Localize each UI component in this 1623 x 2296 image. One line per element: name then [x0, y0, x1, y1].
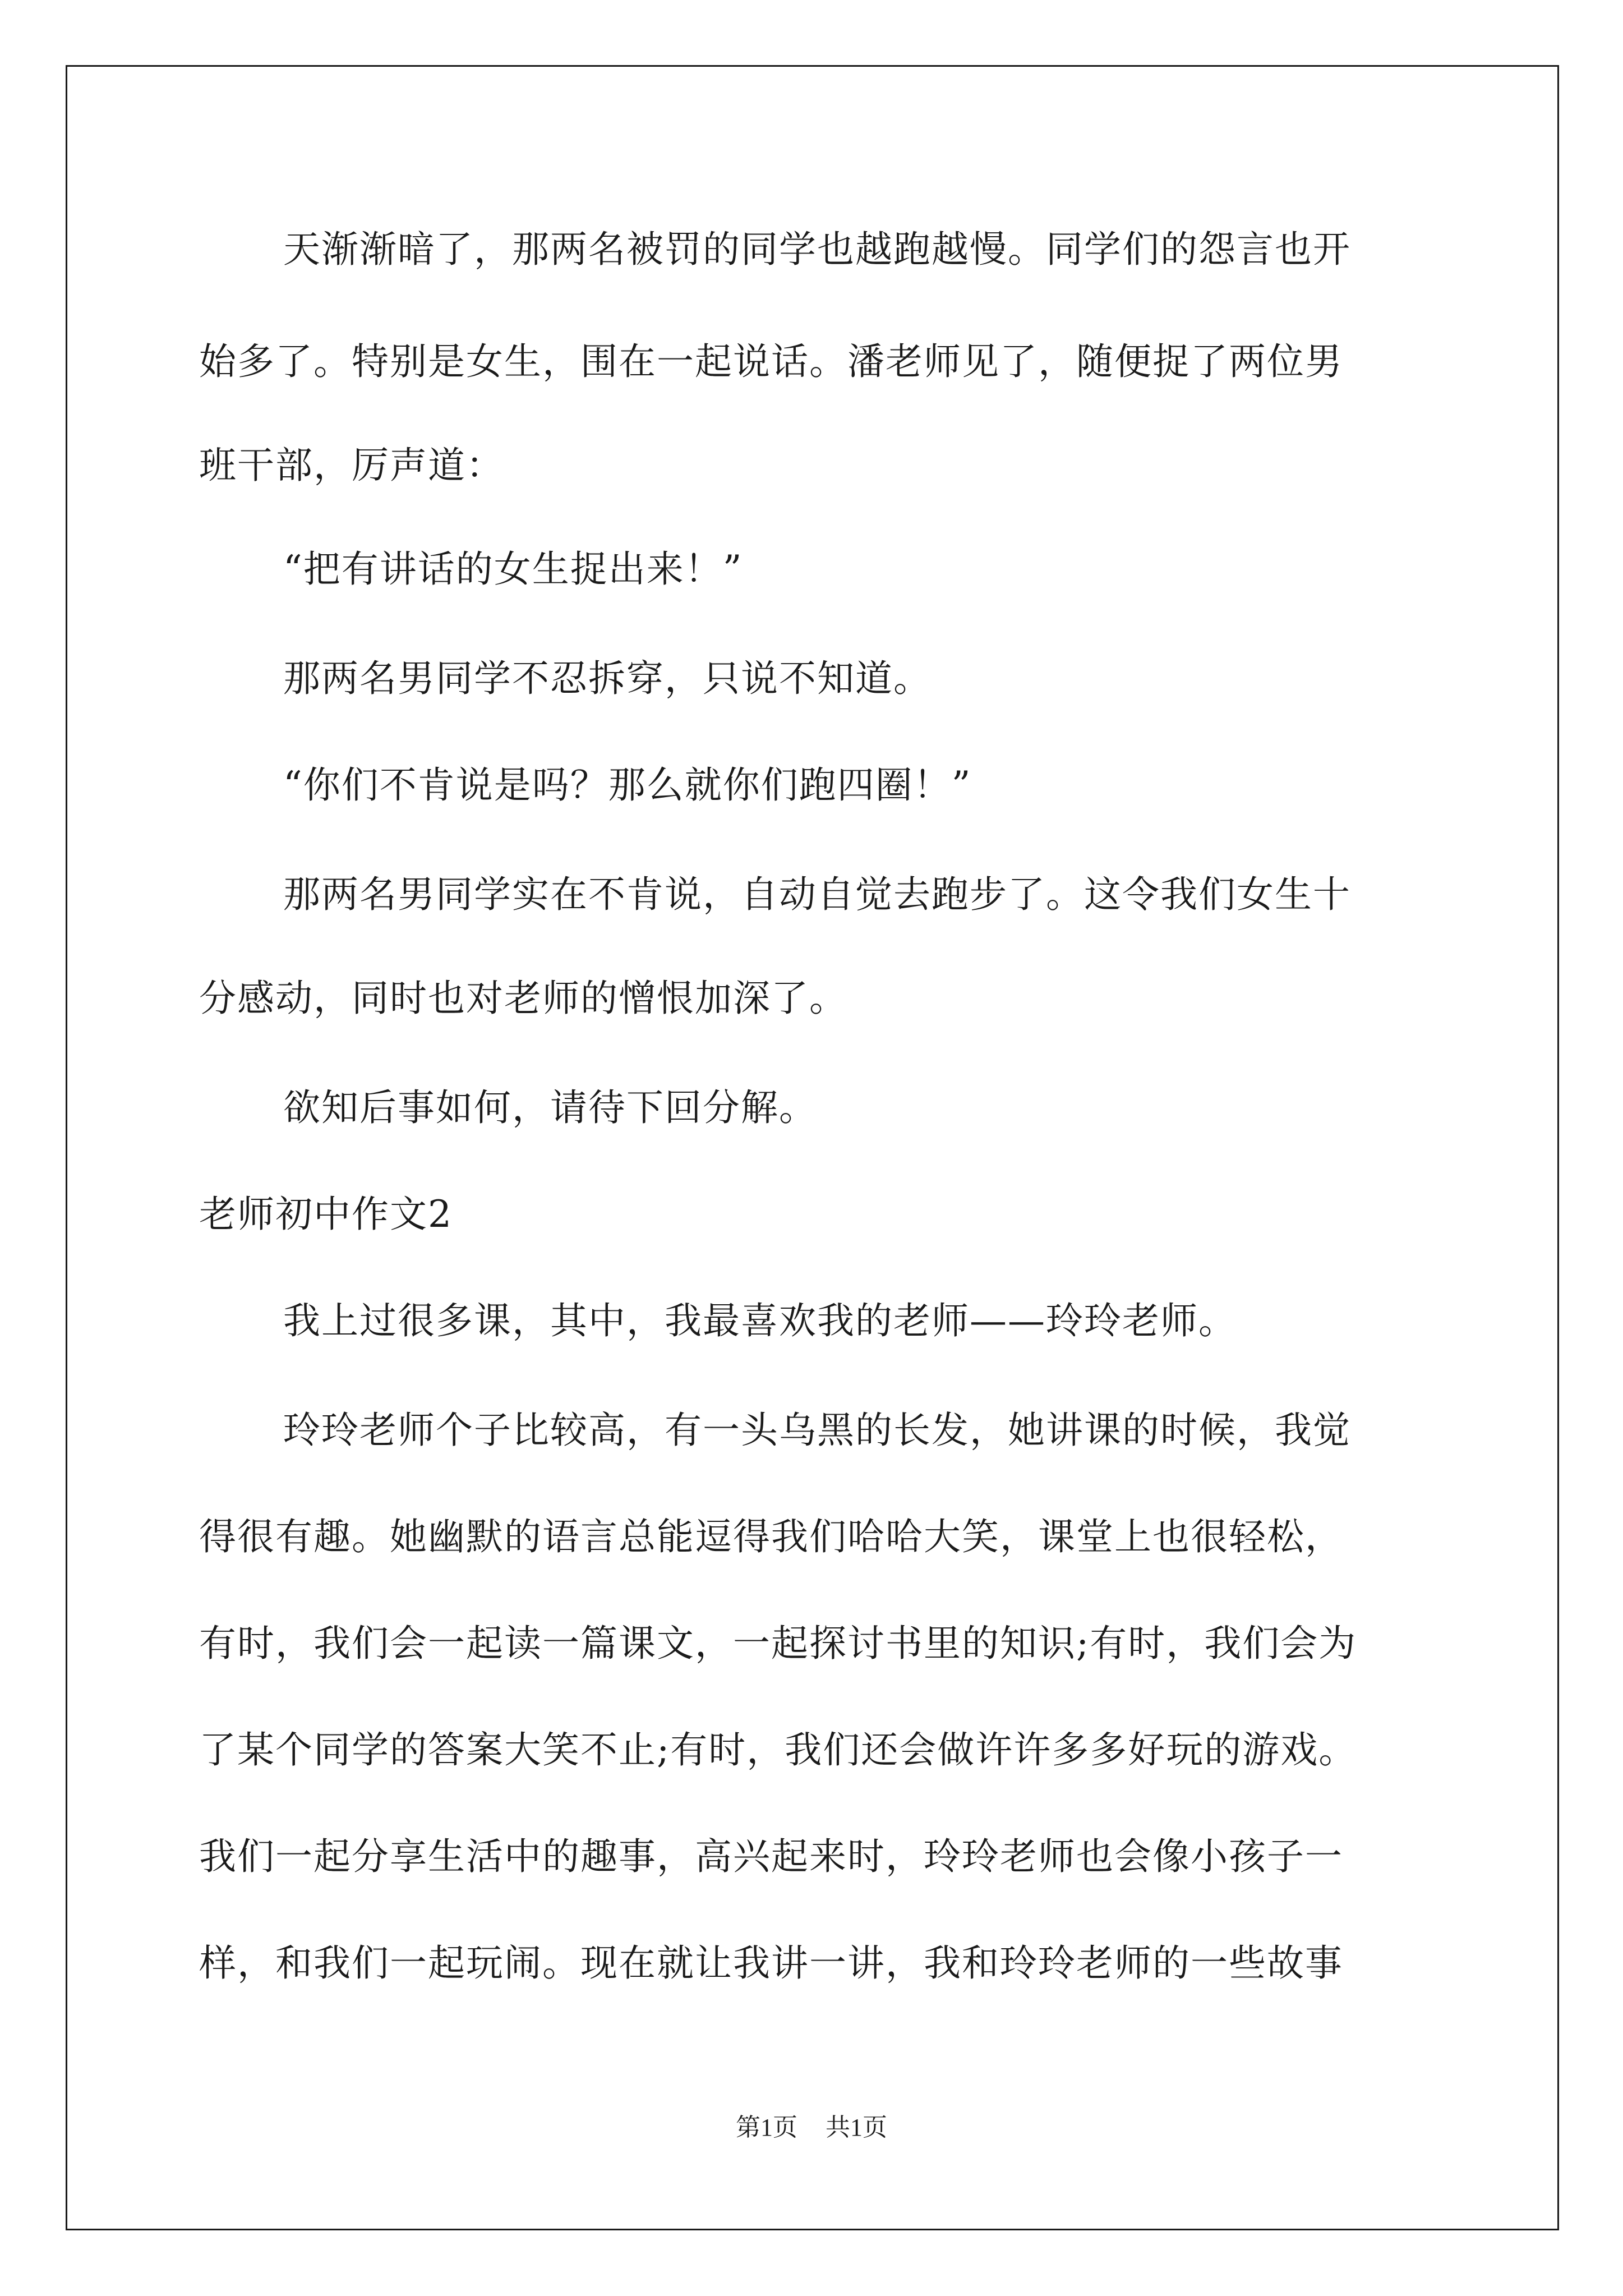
- paragraph-line: 欲知后事如何，请待下回分解。: [283, 1086, 817, 1129]
- paragraph-line: 样，和我们一起玩闹。现在就让我讲一讲，我和玲玲老师的一些故事: [199, 1941, 1343, 1985]
- paragraph-line: 始多了。特别是女生，围在一起说话。潘老师见了，随便捉了两位男: [199, 340, 1343, 383]
- page-number: 第1页: [736, 2114, 797, 2141]
- paragraph-line: 玲玲老师个子比较高，有一头乌黑的长发，她讲课的时候，我觉: [283, 1409, 1351, 1452]
- paragraph-line: “把有讲话的女生捉出来！”: [283, 547, 743, 591]
- paragraph-line: 我们一起分享生活中的趣事，高兴起来时，玲玲老师也会像小孩子一: [199, 1835, 1343, 1878]
- paragraph-line: 班干部，厉声道：: [199, 444, 504, 487]
- paragraph-line: 了某个同学的答案大笑不止;有时，我们还会做许许多多好玩的游戏。: [199, 1728, 1357, 1772]
- section-heading: 老师初中作文2: [199, 1193, 453, 1236]
- paragraph-line: 天渐渐暗了，那两名被罚的同学也越跑越慢。同学们的怨言也开: [283, 228, 1351, 271]
- page-border: [66, 65, 1559, 2230]
- paragraph-line: 那两名男同学不忍拆穿，只说不知道。: [283, 657, 932, 700]
- paragraph-line: 那两名男同学实在不肯说，自动自觉去跑步了。这令我们女生十: [283, 873, 1351, 916]
- paragraph-line: 分感动，同时也对老师的憎恨加深了。: [199, 977, 847, 1020]
- page-footer: [0, 2112, 1623, 2143]
- paragraph-line: 我上过很多课，其中，我最喜欢我的老师——玲玲老师。: [283, 1299, 1237, 1342]
- paragraph-line: “你们不肯说是吗？那么就你们跑四圈！”: [283, 763, 972, 807]
- page-total: 共1页: [826, 2114, 887, 2141]
- paragraph-line: 得很有趣。她幽默的语言总能逗得我们哈哈大笑，课堂上也很轻松，: [199, 1515, 1343, 1558]
- paragraph-line: 有时，我们会一起读一篇课文，一起探讨书里的知识;有时，我们会为: [199, 1622, 1357, 1665]
